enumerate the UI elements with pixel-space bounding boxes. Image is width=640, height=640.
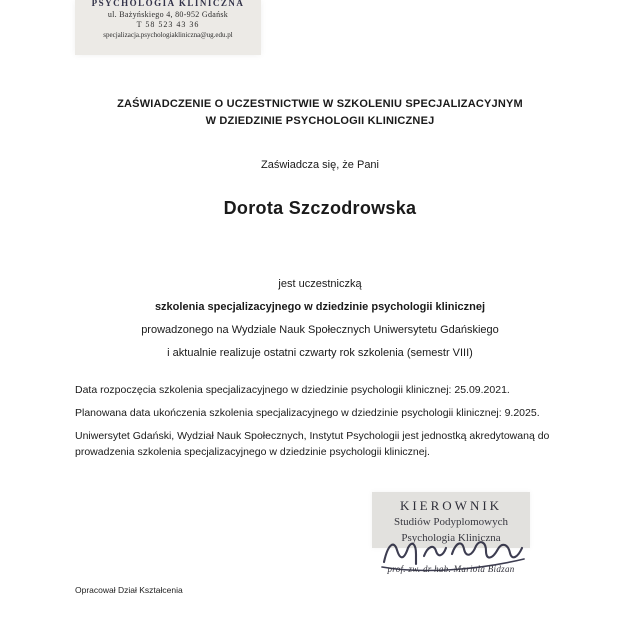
- director-stamp: [368, 490, 534, 582]
- participation-line2: szkolenia specjalizacyjnego w dziedzinie psychologii klinicznej: [154, 301, 486, 313]
- document-title-line2: W DZIEDZINIE PSYCHOLOGII KLINICZNEJ: [205, 115, 435, 127]
- participation-statement: [0, 273, 640, 365]
- document-title: [0, 96, 640, 130]
- participation-line3: prowadzonego na Wydziale Nauk Społecznych Uniwersytetu Gdańskiego: [141, 324, 499, 336]
- letterhead-phone: T 58 523 43 36: [136, 20, 200, 29]
- participation-line4: i aktualnie realizuje ostatni czwarty rok szkolenia (semestr VIII): [167, 347, 473, 359]
- document-title-line1: ZAŚWIADCZENIE O UCZESTNICTWIE W SZKOLENIU SPECJALIZACYJNYM: [117, 98, 523, 110]
- intro-line: Zaświadcza się, że Pani: [261, 159, 379, 171]
- accreditation-paragraph: Uniwersytet Gdański, Wydział Nauk Społecznych, Instytut Psychologii jest jednostką akredytowaną do prowadzenia szkolenia specjalizacyjnego w dziedzinie psychologii klinicznej.: [75, 430, 550, 458]
- stamp-role: KIEROWNIK: [399, 498, 503, 513]
- letterhead-address: ul. Bażyńskiego 4, 80-952 Gdańsk: [107, 10, 229, 19]
- end-date-paragraph: Planowana data ukończenia szkolenia specjalizacyjnego w dziedzinie psychologii klinicznej: 9.2025.: [75, 407, 540, 419]
- details-section: [75, 382, 550, 467]
- stamp-unit-line1: Studiów Podyplomowych: [394, 516, 508, 528]
- letterhead-email: specjalizacja.psychologiakliniczna@ug.edu.pl: [103, 31, 233, 39]
- start-date-paragraph: Data rozpoczęcia szkolenia specjalizacyjnego w dziedzinie psychologii klinicznej: 25.09.2021.: [75, 384, 510, 396]
- letterhead-stamp: [75, 0, 261, 55]
- holder-name: Dorota Szczodrowska: [223, 198, 417, 218]
- footer-note: Opracował Dział Kształcenia: [75, 585, 183, 595]
- stamp-unit-line2: Psychologia Kliniczna: [401, 532, 501, 544]
- stamp-signer-name: prof. zw. dr hab. Mariola Bidzan: [387, 564, 515, 574]
- participation-line1: jest uczestniczką: [278, 278, 362, 290]
- letterhead-clinic-name: PSYCHOLOGIA KLINICZNA: [91, 0, 245, 8]
